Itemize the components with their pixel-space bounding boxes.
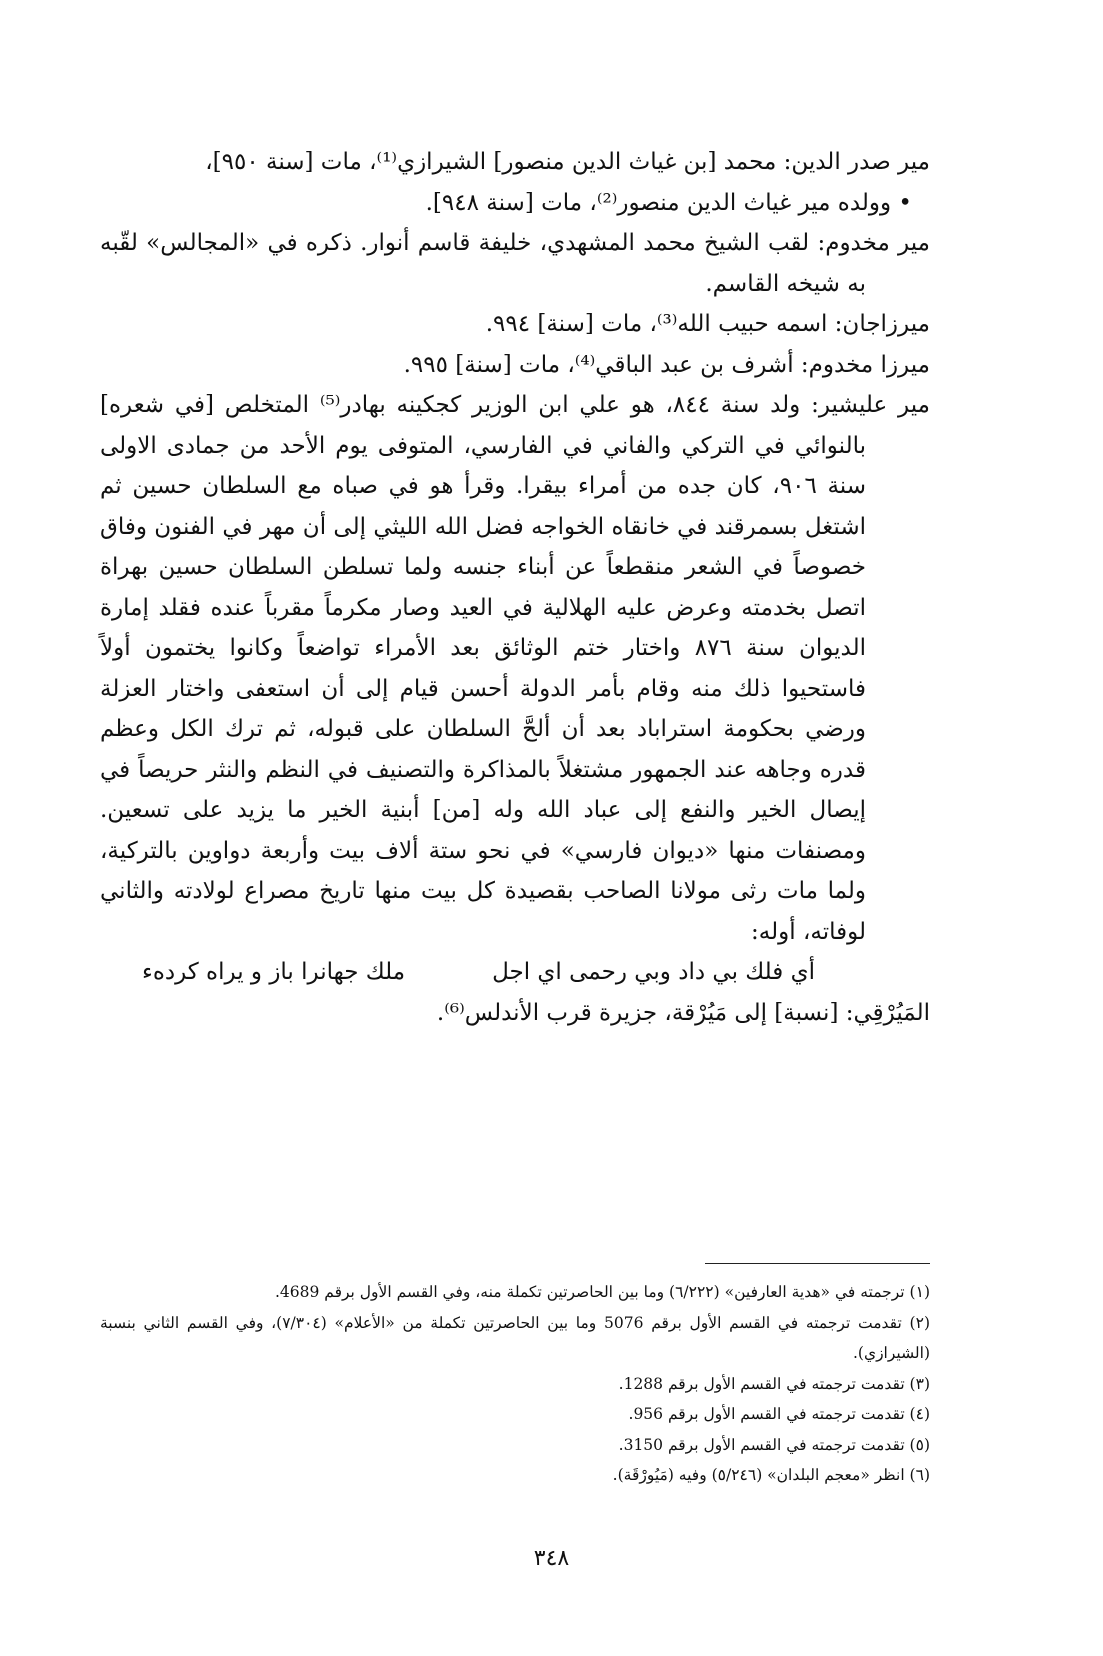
entry-almayurqi: المَيُرْقِي: [نسبة] إلى مَيُرْقة، جزيرة قرب الأندلس⁽⁶⁾. (436, 999, 930, 1026)
footnotes (100, 1277, 930, 1491)
page-number: ٣٤٨ (533, 1546, 570, 1571)
entry-mir-sadr-aldin: مير صدر الدين: محمد [بن غياث الدين منصور] الشيرازي⁽¹⁾، مات [سنة ٩٥٠]، (205, 149, 930, 175)
entry-mir-ghiyath-aldin: • وولده مير غياث الدين منصور⁽²⁾، مات [سنة ٩٤٨]. (425, 189, 912, 216)
footnote-separator (705, 1263, 930, 1264)
entry-mir-makhdum: مير مخدوم: لقب الشيخ محمد المشهدي، خليفة قاسم أنوار. ذكره في «المجالس» لقّبه به شيخه القاسم. (100, 230, 930, 297)
footnote-3: (٣) تقدمت ترجمته في القسم الأول برقم 1288. (618, 1374, 930, 1393)
verse-first-hemistich: أي فلك بي داد وبي رحمى اي اجل (492, 959, 815, 985)
verse-line (100, 952, 930, 993)
footnote-4: (٤) تقدمت ترجمته في القسم الأول برقم 956. (628, 1405, 930, 1423)
footnote-5: (٥) تقدمت ترجمته في القسم الأول برقم 3150. (618, 1435, 930, 1454)
footnote-1: (١) ترجمته في «هدية العارفين» (٦/٢٢٢) وما بين الحاصرتين تكملة منه، وفي القسم الأول برقم 4689. (274, 1283, 930, 1301)
verse-second-hemistich: ملك جهانرا باز و يراه كردهء (142, 959, 406, 985)
entry-mir-alishir: مير عليشير: ولد سنة ٨٤٤، هو علي ابن الوزير كجكينه بهادر⁽⁵⁾ المتخلص [في شعره] بالنوائي في التركي والفاني في الفارسي، المتوفى يوم الأحد من جمادى الاولى سنة ٩٠٦، كان جده من أمراء بيقرا. وقرأ هو في صباه مع السلطان حسين ثم اشتغل بسمرقند في خانقاه الخواجه فضل الله الليثي إلى أن مهر في الفنون وفاق خصوصاً في الشعر منقطعاً عن أبناء جنسه ولما تسلطن السلطان حسين بهراة اتصل بخدمته وعرض عليه الهلالية في العيد وصار مكرماً مقرباً عنده فقلد إمارة الديوان سنة ٨٧٦ واختار ختم الوثائق بعد الأمراء تواضعاً وكانوا يختمون أولاً فاستحيوا ذلك منه وقام بأمر الدولة أحسن قيام إلى أن استعفى واختار العزلة ورضي بحكومة استراباد بعد أن ألحَّ السلطان على قبوله، ثم ترك الكل وعظم قدره وجاهه عند الجمهور مشتغلاً بالمذاكرة والتصنيف في النظم والنثر حريصاً في إيصال الخير والنفع إلى عباد الله وله [من] أبنية الخير ما يزيد على تسعين. ومصنفات منها «ديوان فارسي» في نحو ستة ألاف بيت وأربعة دواوين بالتركية، ولما مات رثى مولانا الصاحب بقصيدة كل بيت منها تاريخ مصراع لولادته والثاني لوفاته، أوله: (100, 392, 930, 945)
entry-mirzajan: ميرزاجان: اسمه حبيب الله⁽³⁾، مات [سنة] ٩٩٤. (485, 311, 930, 337)
main-text (100, 142, 930, 1033)
footnote-2: (٢) تقدمت ترجمته في القسم الأول برقم 5076 وما بين الحاصرتين تكملة من «الأعلام» (٧/٣٠٤)، وفي القسم الثاني بنسبة (الشيرازي). (100, 1313, 930, 1362)
entry-mirza-makhdum: ميرزا مخدوم: أشرف بن عبد الباقي⁽⁴⁾، مات [سنة] ٩٩٥. (403, 351, 930, 378)
footnote-6: (٦) انظر «معجم البلدان» (٥/٢٤٦) وفيه (مَيُورْقَة). (612, 1466, 930, 1484)
